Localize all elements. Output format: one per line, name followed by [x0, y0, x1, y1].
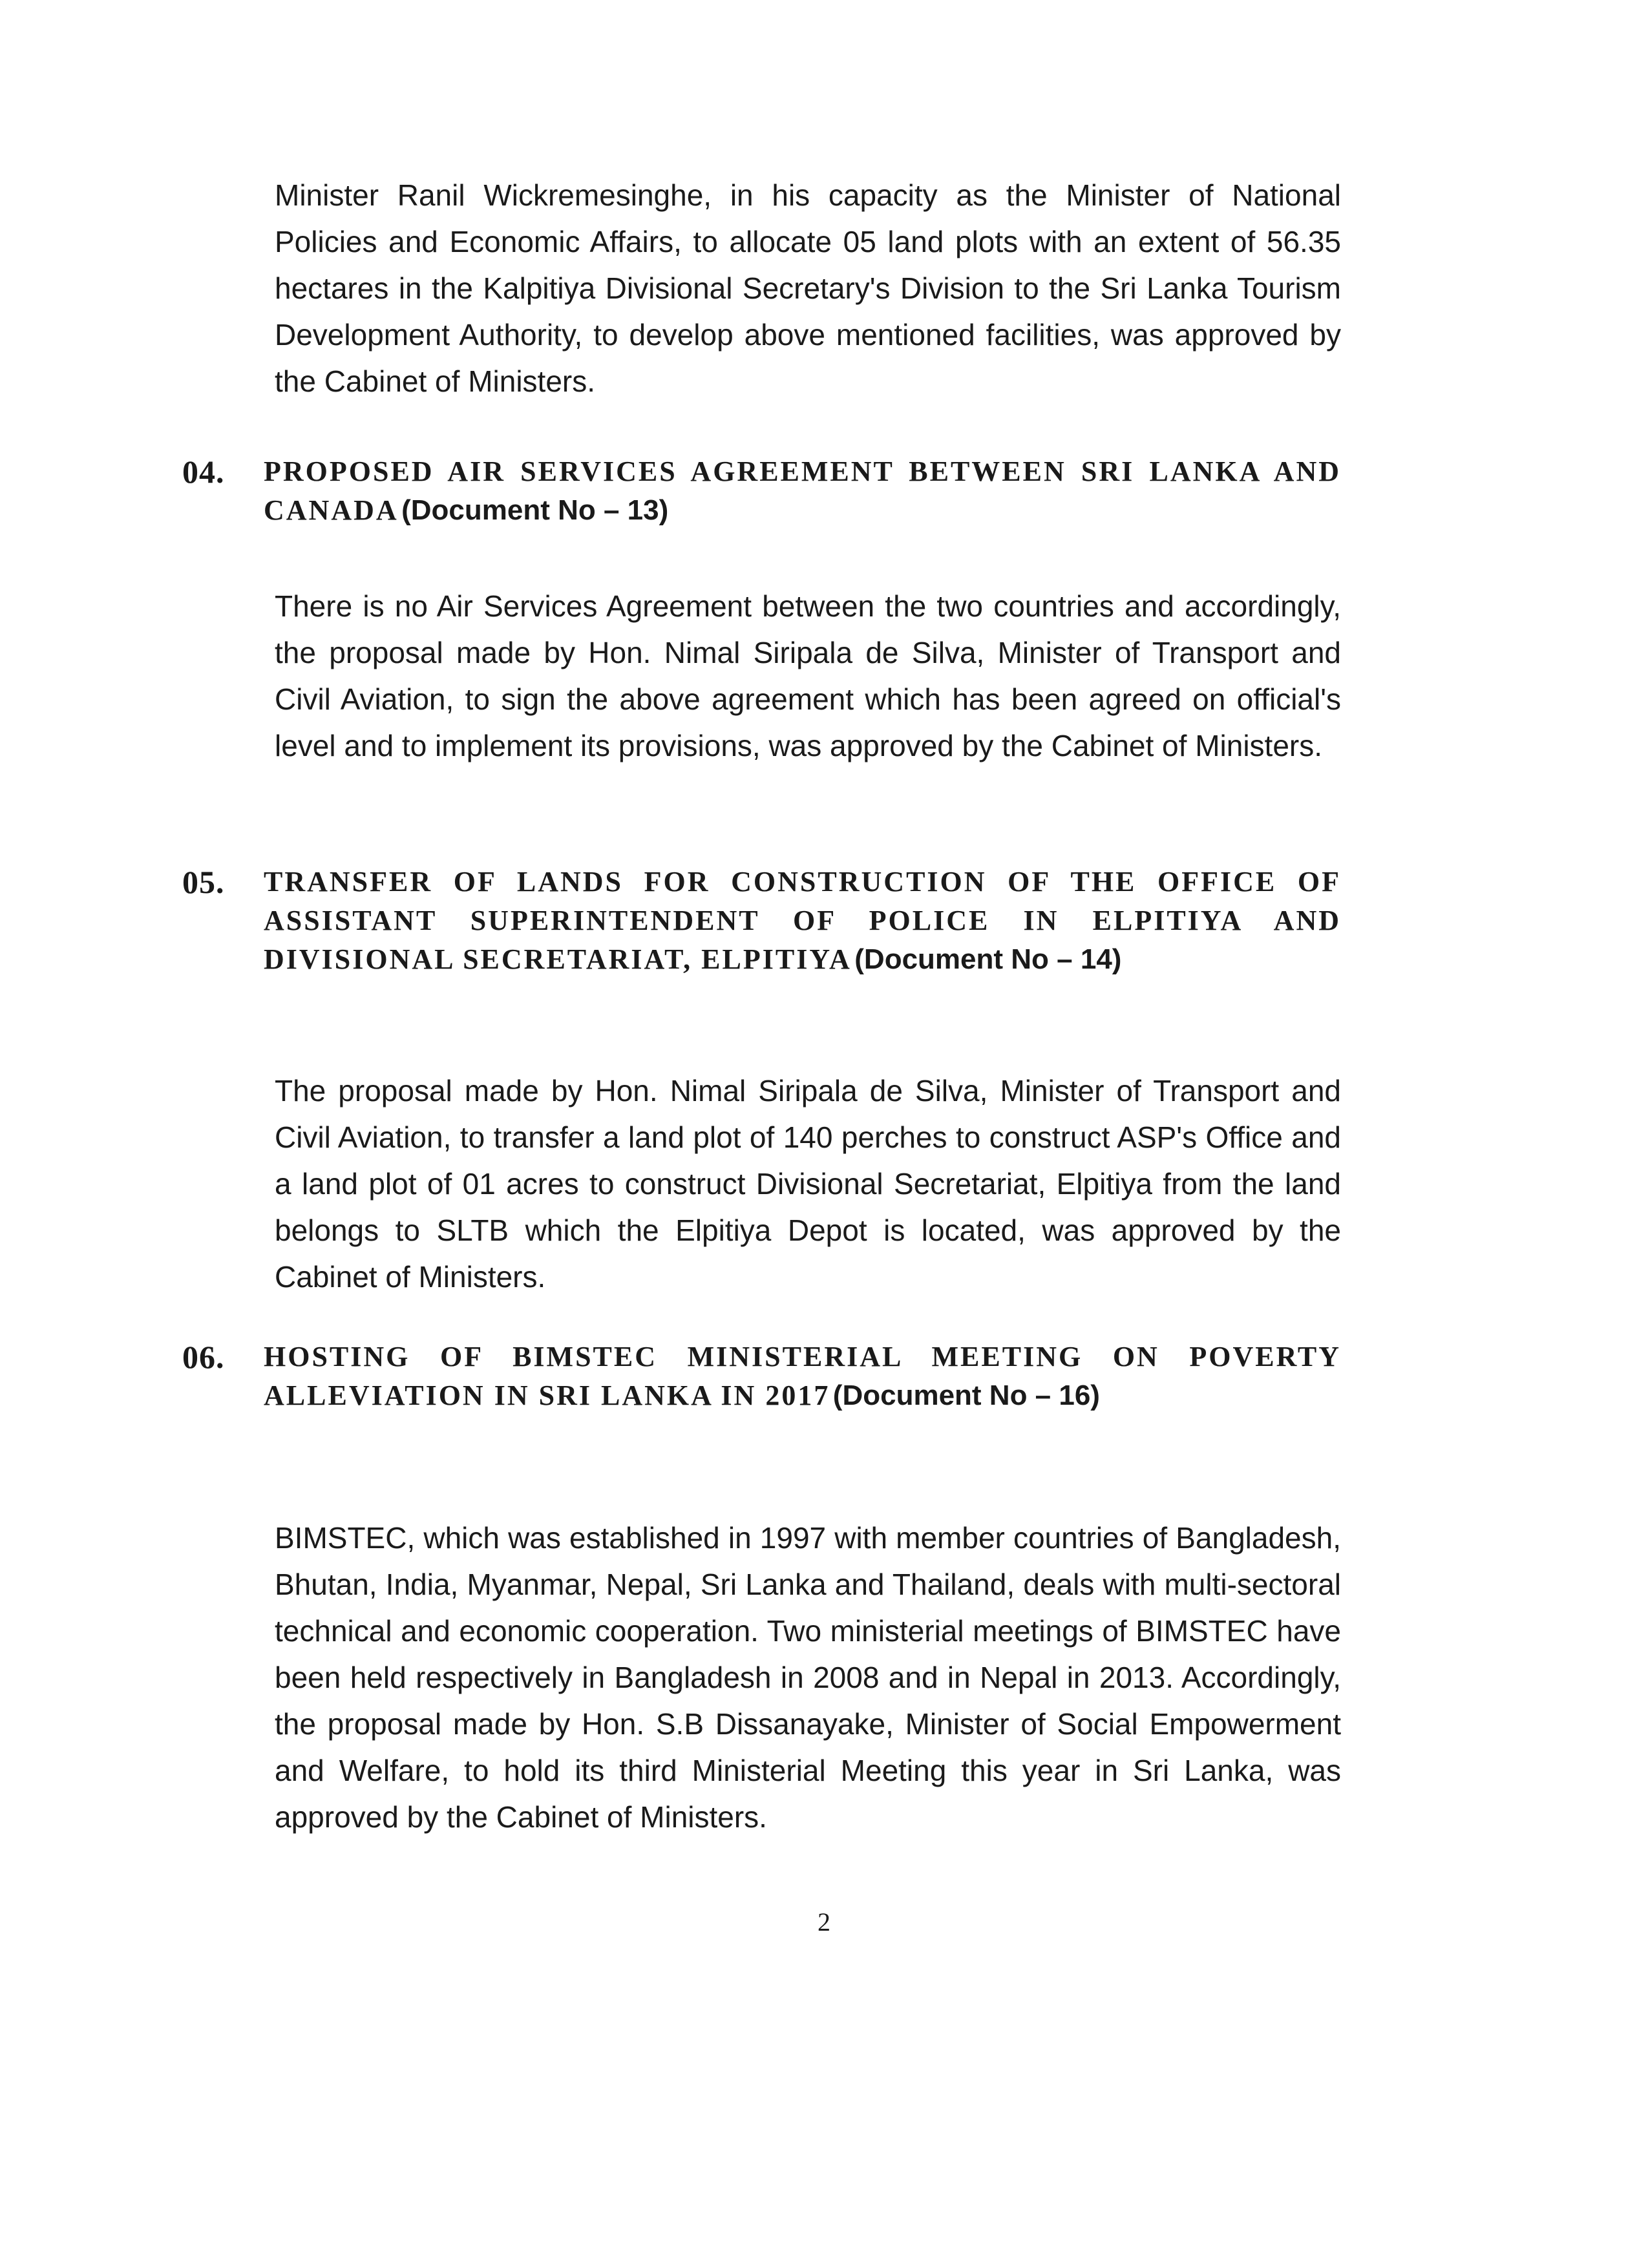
item-document-ref: (Document No – 16) [832, 1380, 1100, 1411]
item-body: The proposal made by Hon. Nimal Siripala de Silva, Minister of Transport and Civil Aviation, to transfer a land plot of 140 perches to construct ASP's Office and a land plot of 01 acres to construct Divisional Secretariat, Elpitiya from the land belongs to SLTB which the Elpitiya Depot is located, was approved by the Cabinet of Ministers. [275, 1074, 1341, 1294]
item-body: BIMSTEC, which was established in 1997 with member countries of Bangladesh, Bhutan, India, Myanmar, Nepal, Sri Lanka and Thailand, deals with multi-sectoral technical and economic cooperation. Two ministerial meetings of BIMSTEC have been held respectively in Bangladesh in 2008 and in Nepal in 2013. Accordingly, the proposal made by Hon. S.B Dissanayake, Minister of Social Empowerment and Welfare, to hold its third Ministerial Meeting this year in Sri Lanka, was approved by the Cabinet of Ministers. [275, 1521, 1341, 1834]
item-heading [264, 863, 1341, 979]
item-heading [264, 1338, 1341, 1415]
item-number: 04. [182, 454, 225, 490]
item-title: PROPOSED AIR SERVICES AGREEMENT BETWEEN SRI LANKA AND CANADA [264, 456, 1341, 526]
item-heading [264, 452, 1341, 530]
item-title: HOSTING OF BIMSTEC MINISTERIAL MEETING ON POVERTY ALLEVIATION IN SRI LANKA IN 2017 [264, 1341, 1341, 1411]
item-body: There is no Air Services Agreement between the two countries and accordingly, the proposal made by Hon. Nimal Siripala de Silva, Minister of Transport and Civil Aviation, to sign the above agreement which has been agreed on official's level and to implement its provisions, was approved by the Cabinet of Ministers. [275, 589, 1341, 762]
item-document-ref: (Document No – 14) [854, 943, 1122, 975]
intro-paragraph: Minister Ranil Wickremesinghe, in his capacity as the Minister of National Policies and Economic Affairs, to allocate 05 land plots with an extent of 56.35 hectares in the Kalpitiya Divisional Secretary's Division to the Sri Lanka Tourism Development Authority, to develop above mentioned facilities, was approved by the Cabinet of Ministers. [275, 178, 1341, 398]
page-number: 2 [818, 1907, 830, 1937]
item-number: 05. [182, 864, 225, 900]
item-title: TRANSFER OF LANDS FOR CONSTRUCTION OF THE OFFICE OF ASSISTANT SUPERINTENDENT OF POLICE IN ELPITIYA AND DIVISIONAL SECRETARIAT, ELPITIYA [264, 866, 1341, 975]
item-document-ref: (Document No – 13) [401, 494, 669, 526]
item-number: 06. [182, 1339, 225, 1375]
